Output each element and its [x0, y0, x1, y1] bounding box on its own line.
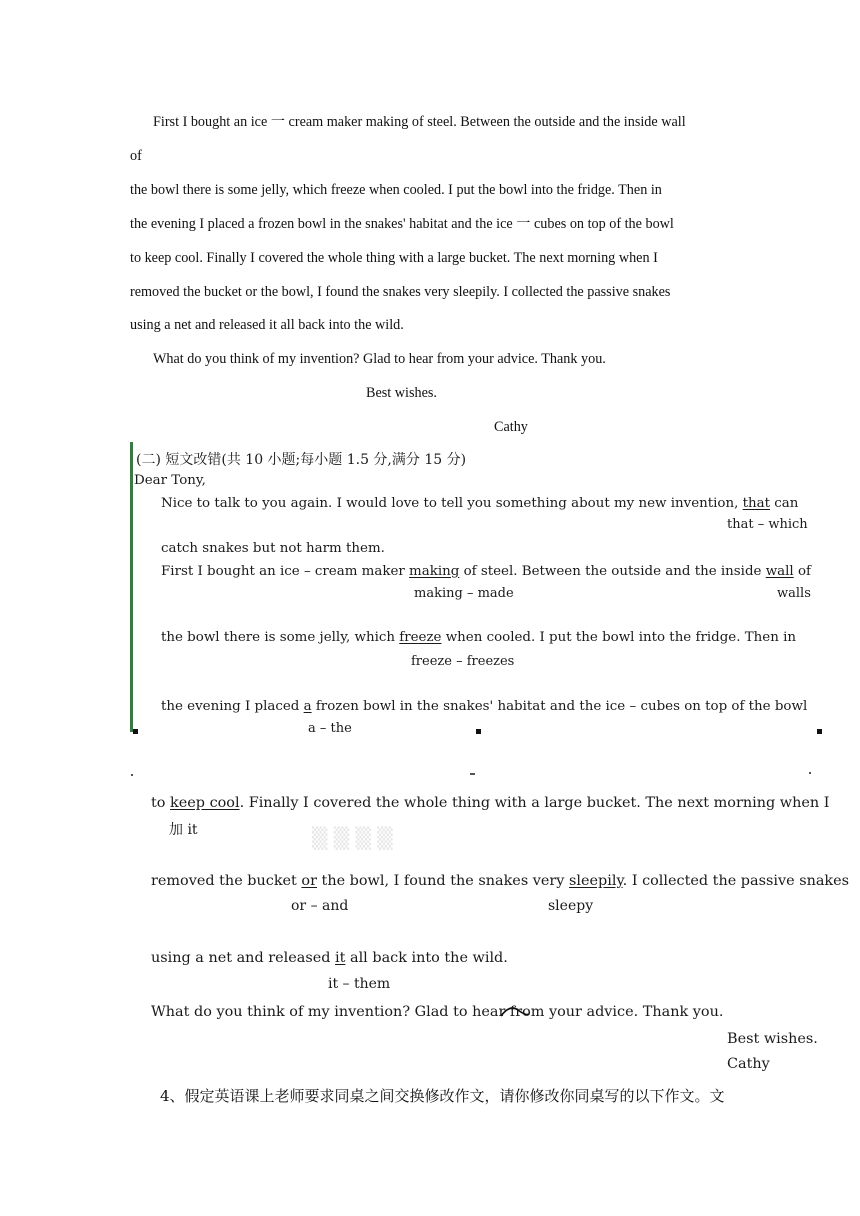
scan-margin-bar — [130, 442, 133, 732]
scan2-line-1 — [151, 794, 829, 812]
scan2-line-3 — [151, 949, 508, 967]
scan-underlined-wall: wall — [765, 564, 794, 579]
scan-artifact-dot — [817, 729, 822, 734]
typed-line-3: the bowl there is some jelly, which freeze when cooled. I put the bowl into the fridge. Then in — [130, 182, 662, 198]
scan2-line-4: What do you think of my invention? Glad to hear from your advice. Thank you. — [151, 1004, 724, 1020]
typed-line-6: removed the bucket or the bowl, I found the snakes very sleepily. I collected the passive snakes — [130, 284, 671, 300]
scan-line-3-mid: of steel. Between the outside and the inside — [459, 564, 766, 579]
scan2-line-2-end: . I collected the passive snakes — [622, 873, 850, 889]
typed-line-5: to keep cool. Finally I covered the whole thing with a large bucket. The next morning when I — [130, 250, 658, 266]
scan2-line-1-text: to — [151, 795, 171, 811]
scan2-underlined-sleepily: sleepily — [569, 873, 623, 889]
typed-line-7: using a net and released it all back into the wild. — [130, 317, 404, 333]
correction-freeze-freezes: freeze – freezes — [411, 654, 515, 669]
correction-that-which: that – which — [727, 517, 808, 532]
scan2-line-1-end: . Finally I covered the whole thing with a large bucket. The next morning when I — [239, 795, 830, 811]
correction-add-it: 加 it — [169, 822, 198, 838]
scan-artifact-dot — [470, 773, 475, 775]
scan2-underlined-keep-cool: keep cool — [170, 795, 240, 811]
typed-closing: Best wishes. — [366, 385, 437, 401]
scan2-signature: Cathy — [727, 1056, 770, 1072]
correction-walls: walls — [777, 586, 811, 601]
typed-paragraph-2: What do you think of my invention? Glad to hear from your advice. Thank you. — [153, 351, 606, 367]
scan-line-4-end: when cooled. I put the bowl into the fridge. Then in — [441, 630, 796, 645]
scan2-underlined-it: it — [335, 950, 346, 966]
scan-underlined-a: a — [303, 699, 312, 714]
correction-a-the: a – the — [308, 721, 352, 736]
scan-line-5 — [161, 698, 807, 716]
scan2-line-3-end: all back into the wild. — [345, 950, 508, 966]
scan-artifact-dot — [809, 772, 811, 774]
scan-line-1-text: Nice to talk to you again. I would love to tell you something about my new invention, — [161, 496, 739, 511]
scan-underlined-that: that — [742, 496, 771, 511]
scan2-line-2-text: removed the bucket — [151, 873, 302, 889]
scan-line-3-end: of — [793, 564, 811, 579]
scan-bleed-through: ▒ ▒ ▒ ▒ — [312, 826, 393, 850]
typed-line-4: the evening I placed a frozen bowl in the snakes' habitat and the ice 一 cubes on top of the bowl — [130, 216, 674, 232]
scan-artifact-dot — [133, 729, 138, 734]
typed-line-1: First I bought an ice 一 cream maker making of steel. Between the outside and the inside wall — [153, 114, 686, 130]
scan2-line-3-text: using a net and released — [151, 950, 336, 966]
question-4-prompt: 4、假定英语课上老师要求同桌之间交换修改作文，请你修改你同桌写的以下作文。文 — [160, 1087, 725, 1105]
scan-line-5-end: frozen bowl in the snakes' habitat and the ice – cubes on top of the bowl — [311, 699, 808, 714]
scan-line-1 — [161, 495, 798, 513]
scan-greeting: Dear Tony, — [134, 473, 206, 488]
scan2-line-2-mid: the bowl, I found the snakes very — [316, 873, 570, 889]
correction-sleepy: sleepy — [548, 898, 594, 914]
scan2-line-2 — [151, 872, 849, 890]
scan-line-4-text: the bowl there is some jelly, which — [161, 630, 400, 645]
scan-underlined-making: making — [409, 564, 460, 579]
scan-line-3 — [161, 563, 811, 581]
scan2-closing: Best wishes. — [727, 1031, 818, 1047]
scan-underlined-freeze: freeze — [399, 630, 442, 645]
scan-line-5-text: the evening I placed — [161, 699, 304, 714]
correction-making-made: making – made — [414, 586, 514, 601]
correction-it-them: it – them — [328, 976, 391, 992]
scan2-underlined-or: or — [301, 873, 317, 889]
strikethrough-mark-icon — [500, 1004, 530, 1022]
scan-line-2: catch snakes but not harm them. — [161, 541, 385, 556]
typed-line-2: of — [130, 148, 142, 164]
typed-signature: Cathy — [494, 419, 528, 435]
scan-heading: (二) 短文改错(共 10 小题;每小题 1.5 分,满分 15 分) — [136, 452, 467, 468]
scan-artifact-dot — [131, 774, 133, 776]
scan-artifact-dot — [476, 729, 481, 734]
scan-line-1-end: can — [770, 496, 799, 511]
correction-or-and: or – and — [291, 898, 349, 914]
scan-line-3-text: First I bought an ice – cream maker — [161, 564, 410, 579]
scan-line-4 — [161, 629, 796, 647]
